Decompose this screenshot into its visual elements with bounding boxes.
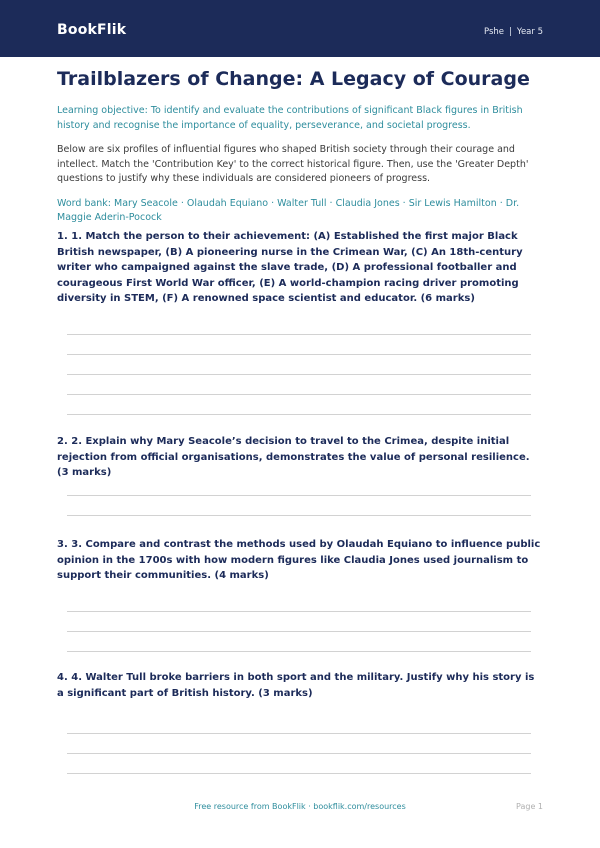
answer-line[interactable] [67, 611, 531, 612]
year-label: Year 5 [516, 27, 543, 37]
answer-line[interactable] [67, 753, 531, 754]
instructions-paragraph: Below are six profiles of influential figures who shaped British society through their courage and intellect. Match the 'Contribution Key' to the correct historical figure. Then, use the 'Greater Depth' questions to justify why these individuals are considered pioneers of progress. [57, 144, 529, 184]
subject-year-meta [484, 27, 543, 37]
question-3 [57, 537, 543, 584]
question-4 [57, 670, 543, 701]
question-1-text: 1. 1. Match the person to their achievement: (A) Established the first major Black British newspaper, (B) A pioneering nurse in the Crimean War, (C) An 18th-century writer who campaigned against the slave trade, (D) A professional footballer and courageous First World War officer, (E) A world-champion racing driver promoting diversity in STEM, (F) A renowned space scientist and educator. (6 marks) [57, 231, 523, 304]
word-bank: Word bank: Mary Seacole · Olaudah Equiano · Walter Tull · Claudia Jones · Sir Lewis Hamilton · Dr. Maggie Aderin-Pocock [57, 197, 520, 223]
answer-line[interactable] [67, 651, 531, 652]
answer-line[interactable] [67, 414, 531, 415]
subject-label: Pshe [483, 27, 505, 37]
meta-separator: | [509, 27, 512, 37]
answer-line[interactable] [67, 495, 531, 496]
footer-resource-link[interactable]: Free resource from BookFlik · bookflik.com/resources [194, 802, 406, 811]
question-3-text: 3. 3. Compare and contrast the methods used by Olaudah Equiano to influence public opinion in the 1700s with how modern figures like Claudia Jones used journalism to support their communities. (4 marks) [57, 539, 541, 581]
question-4-text: 4. 4. Walter Tull broke barriers in both sport and the military. Justify why his story is a significant part of British history. (3 marks) [57, 672, 535, 699]
page-title: Trailblazers of Change: A Legacy of Courage [57, 68, 530, 90]
answer-line[interactable] [67, 394, 531, 395]
answer-line[interactable] [67, 773, 531, 774]
question-2-text: 2. 2. Explain why Mary Seacole’s decision to travel to the Crimea, despite initial rejection from official organisations, demonstrates the value of personal resilience. (3 marks) [57, 436, 530, 478]
answer-line[interactable] [67, 354, 531, 355]
brand-logo-text[interactable]: BookFlik [57, 22, 127, 38]
answer-line[interactable] [67, 334, 531, 335]
answer-line[interactable] [67, 374, 531, 375]
worksheet-intro [57, 66, 543, 226]
answer-line[interactable] [67, 515, 531, 516]
learning-objective: Learning objective: To identify and evaluate the contributions of significant Black figures in British history and recognise the importance of equality, perseverance, and societal progress. [57, 105, 523, 131]
page-header [0, 0, 600, 57]
answer-line[interactable] [67, 631, 531, 632]
question-1 [57, 229, 543, 307]
answer-line[interactable] [67, 733, 531, 734]
page-number: Page 1 [516, 802, 543, 811]
question-2 [57, 434, 543, 481]
